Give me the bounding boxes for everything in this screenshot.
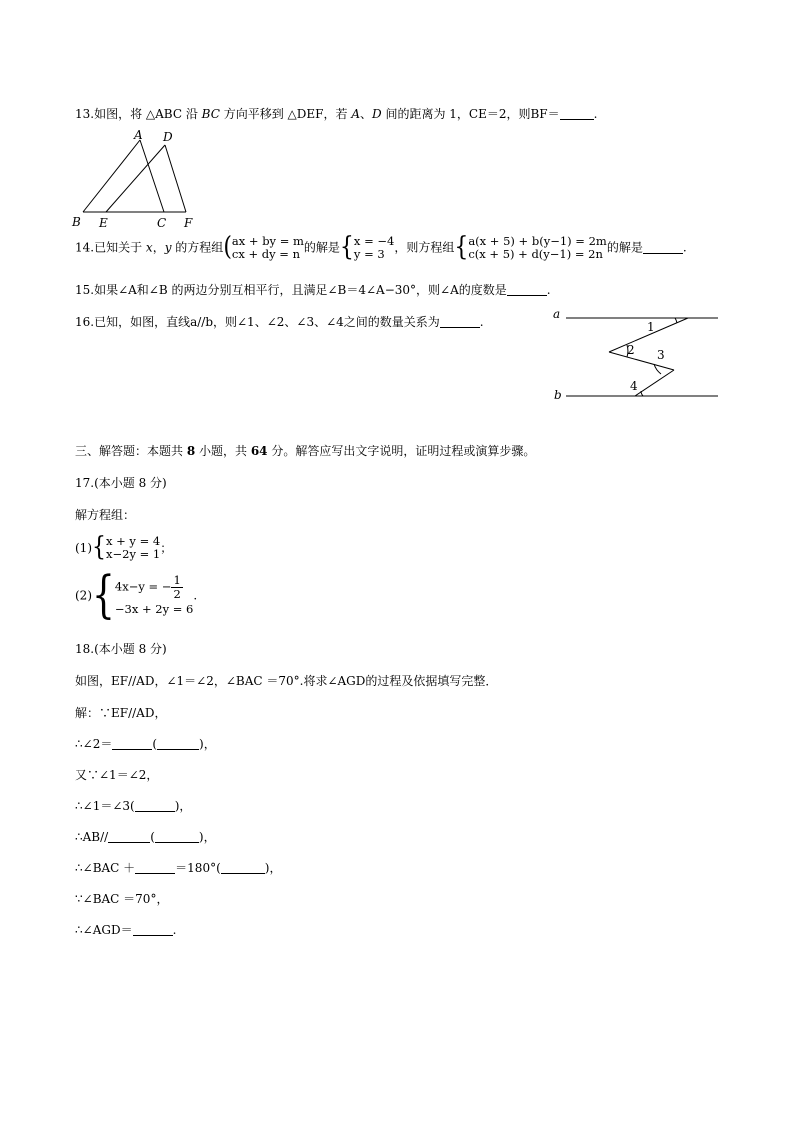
q13-bc: BC [201, 107, 220, 121]
q14-y: y [164, 240, 172, 255]
q18-l2b: ( [152, 737, 158, 751]
q13-text [75, 106, 597, 122]
q17-p2-label: (2) [75, 588, 92, 603]
q18-line5 [75, 829, 216, 845]
q18-l6c: )， [264, 861, 282, 875]
q14-sol2: y = 3 [353, 247, 385, 261]
q18-blank-1[interactable] [112, 737, 152, 750]
q14-pre: 14.已知关于 [75, 240, 146, 255]
q15-text [75, 282, 551, 298]
q13-mid1: 沿 [182, 107, 202, 121]
q14-comma: ， [152, 240, 165, 255]
q18-l8b: . [172, 923, 177, 937]
q18-l4a: ∴∠1＝∠3( [75, 799, 135, 813]
q16-figure [550, 306, 725, 406]
q14-mid: 的方程组 [171, 240, 224, 255]
q17-p2a [115, 574, 193, 601]
q14-eq2a: a(x + 5) + b(y−1) = 2m [468, 234, 607, 248]
q18-line1: 解：∵EF//AD， [75, 706, 167, 720]
q13-label-c: C [157, 216, 167, 230]
q16-label-4: 4 [630, 379, 638, 393]
q13-triangle-abc: △ABC [145, 107, 183, 121]
q16-label-2: 2 [627, 343, 635, 357]
q13-pre: 13.如图，将 [75, 107, 146, 121]
q14-end: 的解是 [606, 240, 643, 255]
q17-p1-brace: { [92, 532, 106, 563]
q18-line7: ∵∠BAC ＝70°， [75, 892, 169, 906]
q13-mid2: 方向平移到 [219, 107, 288, 121]
q14-eq1a: ax + by = m [231, 234, 304, 248]
q15-stem: 15.如果∠A和∠B 的两边分别互相平行，且满足∠B＝4∠A−30°，则∠A的度数是 [75, 283, 507, 297]
q18-line8 [75, 922, 176, 938]
q17-head: 17.(本小题 8 分) [75, 476, 167, 490]
q17-p2a-left: 4x−y = − [114, 579, 172, 594]
q14-answer-blank[interactable] [643, 241, 683, 254]
q15-dot: . [546, 283, 551, 297]
q17-p2-end: . [193, 588, 198, 603]
q16-dot: . [479, 315, 484, 329]
q18-l6a: ∴∠BAC ＋ [75, 861, 136, 875]
q18-l5b: ( [150, 830, 155, 844]
q18-blank-6[interactable] [135, 861, 175, 874]
q17-p2b: −3x + 2y = 6 [114, 602, 194, 616]
q18-line6 [75, 860, 281, 876]
q14-system-1 [232, 235, 304, 261]
q18-line2 [75, 736, 216, 752]
q18-head: 18.(本小题 8 分) [75, 642, 167, 656]
q17-p1b: x−2y = 1 [106, 547, 161, 561]
q18-blank-5[interactable] [155, 830, 199, 843]
q18-line3: 又∵∠1＝∠2， [75, 768, 159, 782]
q18-line4 [75, 798, 191, 814]
q13-mid3: ，若 [323, 107, 352, 121]
q17-part2 [75, 566, 198, 624]
q13-sep: 、 [359, 107, 372, 121]
q13-label-d: D [163, 130, 173, 144]
q14-x: x [145, 240, 153, 255]
q18-stem: 如图，EF//AD，∠1＝∠2，∠BAC ＝70°.将求∠AGD的过程及依据填写完整． [75, 674, 498, 688]
q18-blank-4[interactable] [108, 830, 150, 843]
q13-label-e: E [99, 216, 108, 230]
q13-label-a: A [134, 128, 143, 142]
q18-blank-2[interactable] [157, 737, 199, 750]
q17-frac-num: 1 [173, 573, 181, 587]
q18-l2a: ∴∠2＝ [75, 737, 113, 751]
q18-l8a: ∴∠AGD＝ [75, 923, 133, 937]
q14-solution [354, 235, 394, 261]
q13-mid4: 间的距离为 1，CE＝2，则BF＝ [381, 107, 560, 121]
q16-label-b: b [554, 388, 562, 402]
q13-figure [66, 126, 206, 230]
q13-end: . [593, 107, 598, 121]
q14-eq2b: c(x + 5) + d(y−1) = 2n [468, 247, 603, 261]
q17-p2-brace: { [92, 566, 115, 624]
q18-l4b: )， [174, 799, 192, 813]
q14-mid2: 的解是 [303, 240, 340, 255]
q13-d: D [372, 107, 382, 121]
q17-p1-system [106, 535, 160, 561]
q15-answer-blank[interactable] [507, 283, 547, 296]
q14-brace-1: ( [223, 232, 232, 263]
sec3-p1: 三、解答题：本题共 [75, 444, 187, 458]
sec3-n2: 64 [250, 444, 268, 458]
q16-label-3: 3 [657, 348, 665, 362]
q13-triangle-def: △DEF [287, 107, 324, 121]
q16-text [75, 314, 484, 330]
q18-blank-8[interactable] [133, 923, 173, 936]
q17-fraction [171, 574, 182, 601]
q18-blank-3[interactable] [135, 799, 175, 812]
sec3-p2: 小题，共 [195, 444, 251, 458]
q18-l5a: ∴AB// [75, 830, 109, 844]
q14-dot: . [682, 240, 687, 255]
sec3-n1: 8 [186, 444, 196, 458]
q18-l6b: ＝180°( [175, 861, 221, 875]
sec3-p3: 分。解答应写出文字说明，证明过程或演算步骤。 [267, 444, 536, 458]
q14-system-2 [468, 235, 606, 261]
q16-label-a: a [553, 307, 561, 321]
q17-p2-system [115, 574, 193, 617]
q17-p1-end: ； [160, 541, 173, 555]
q14-brace-2: { [339, 232, 354, 263]
section3-heading [75, 443, 535, 459]
q17-p1a: x + y = 4 [106, 534, 161, 548]
q17-frac-den: 2 [173, 587, 181, 601]
q13-label-f: F [184, 216, 193, 230]
q17-part1 [75, 532, 173, 563]
q16-answer-blank[interactable] [440, 315, 480, 328]
q14-sol1: x = −4 [353, 234, 395, 248]
q14-eq1b: cx + dy = n [231, 247, 300, 261]
q13-answer-blank[interactable] [560, 107, 594, 120]
q18-blank-7[interactable] [221, 861, 265, 874]
q13-a: A [351, 107, 360, 121]
q17-intro: 解方程组： [75, 508, 136, 522]
q16-label-1: 1 [647, 320, 655, 334]
q14-text [75, 232, 687, 263]
q14-brace-3: { [454, 232, 469, 263]
q16-stem: 16.已知，如图，直线a//b，则∠1、∠2、∠3、∠4之间的数量关系为 [75, 315, 440, 329]
q18-l2c: )， [199, 737, 216, 751]
q18-l5c: )， [198, 830, 216, 844]
q13-label-b: B [72, 215, 81, 229]
q14-mid3: ，则方程组 [394, 240, 455, 255]
q17-p1-label: (1) [75, 541, 92, 555]
